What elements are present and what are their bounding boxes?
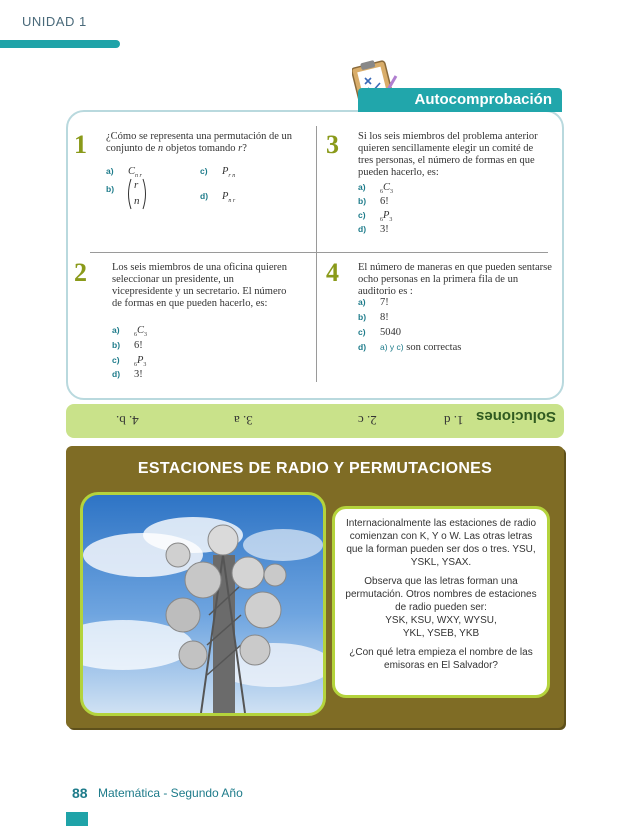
q2-option-a[interactable]: $a)_6C_3$ <box>112 325 148 339</box>
q4-option-b[interactable]: b) 8! <box>358 312 389 323</box>
question-number-4: 4 <box>326 258 339 287</box>
q1-option-a[interactable]: a) $C_{n r}$ <box>106 166 142 180</box>
footer-accent-bar <box>66 812 88 826</box>
question-4-text: El número de maneras en que pueden sentarse ocho personas en la primera fila de un auditorio es : <box>358 262 552 297</box>
antenna-tower-photo <box>80 492 326 716</box>
radio-paragraph-1: Internacionalmente las estaciones de radio comienzan con K, Y o W. Las otras letras que la forman pueden ser dos o tres. YSU, YSKL, YSAX. <box>345 518 537 568</box>
question-number-1: 1 <box>74 130 87 159</box>
q4-option-a[interactable]: a) 7! <box>358 297 389 308</box>
solution-3: 3. a <box>234 413 253 428</box>
question-number-3: 3 <box>326 130 339 159</box>
solution-1: 1. d <box>444 413 464 428</box>
question-1-text: ¿Cómo se representa una permutación de un conjunto de n objetos tomando r? <box>106 131 293 154</box>
radio-section-title: ESTACIONES DE RADIO Y PERMUTACIONES <box>137 460 493 477</box>
q4-option-d[interactable]: d) a) y c) son correctas <box>358 342 462 353</box>
q4-option-c[interactable]: c) 5040 <box>358 327 401 338</box>
q1-option-d[interactable]: d) $P_{n r}$ <box>200 191 236 205</box>
q2-option-d[interactable]: d) 3! <box>112 369 143 380</box>
self-check-banner <box>358 88 562 112</box>
q3-option-c[interactable]: $c)_6P_3$ <box>358 210 393 224</box>
q3-option-d[interactable]: d) 3! <box>358 224 389 235</box>
solutions-strip <box>66 404 564 438</box>
page-number: 88 <box>72 785 88 801</box>
radio-info-box <box>332 506 550 698</box>
radio-question: ¿Con qué letra empieza el nombre de las emisoras en El Salvador? <box>349 647 533 671</box>
question-2-text: Los seis miembros de una oficina quieren seleccionar un presidente, un vicepresidente y un secretario. El número de formas en que pueden hacerlo, es: <box>112 262 287 309</box>
self-check-title: Autocomprobación <box>414 91 552 108</box>
horizontal-divider <box>90 252 548 253</box>
q2-option-c[interactable]: $c)_6P_3$ <box>112 355 147 369</box>
radio-stations-box <box>66 446 564 728</box>
solution-4: 4. b. <box>116 413 139 428</box>
q3-option-a[interactable]: $a)_6C_3$ <box>358 182 394 196</box>
radio-paragraph-2: Observa que las letras forman una permutación. Otros nombres de estaciones de radio pueden ser: YSK, KSU, WXY, WYSU, YKL, YSEB, YKB <box>345 576 537 639</box>
book-title: Matemática - Segundo Año <box>98 786 243 800</box>
question-number-2: 2 <box>74 258 87 287</box>
q2-option-b[interactable]: b) 6! <box>112 340 143 351</box>
vertical-divider <box>316 126 317 382</box>
q3-option-b[interactable]: b) 6! <box>358 196 389 207</box>
question-3-text: Si los seis miembros del problema anterior quieren sencillamente elegir un comité de tres personas, el número de formas en que pueden hacerlo, es: <box>358 131 538 178</box>
unit-label: UNIDAD 1 <box>22 14 87 29</box>
q1-option-c[interactable]: c) $P_{r n}$ <box>200 166 236 180</box>
solution-2: 2. c <box>358 413 377 428</box>
q1-option-b[interactable]: b) <box>106 184 115 194</box>
q1-option-b-binomial: r n <box>126 177 148 211</box>
solutions-label: Soluciones <box>475 408 556 425</box>
unit-accent-bar <box>0 40 120 48</box>
